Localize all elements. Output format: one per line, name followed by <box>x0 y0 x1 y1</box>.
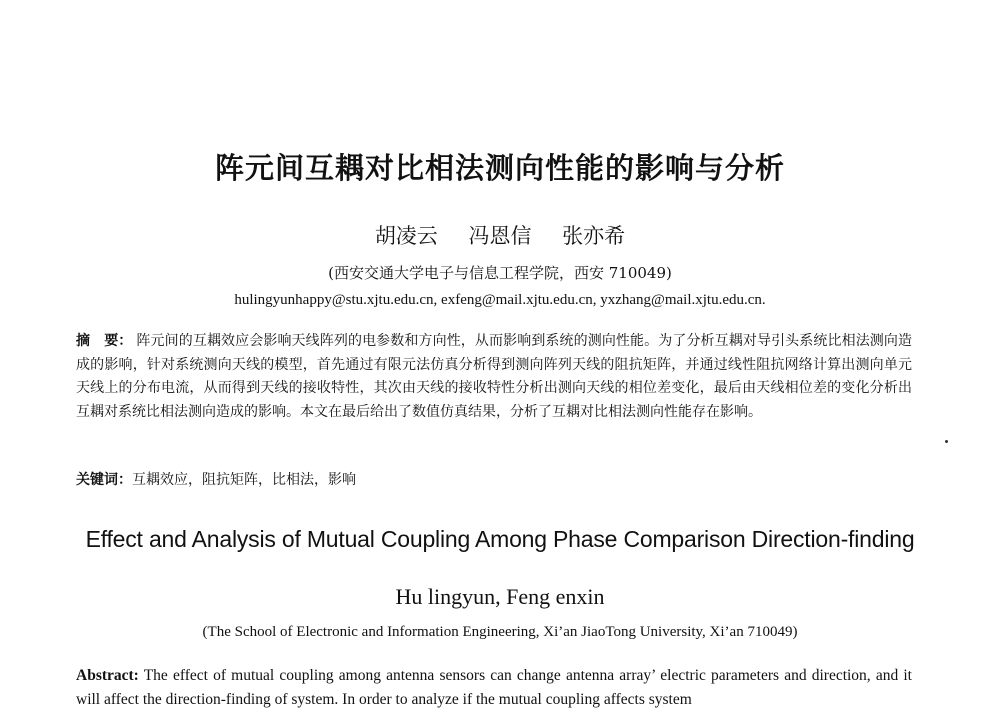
authors-en: Hu lingyun, Feng enxin <box>395 584 605 609</box>
scan-speck <box>945 440 948 443</box>
abstract-label-en: Abstract: <box>76 667 139 684</box>
abstract-label-cn: 摘 要： <box>76 333 133 349</box>
keywords-cn <box>76 470 912 490</box>
author-emails: hulingyunhappy@stu.xjtu.edu.cn, exfeng@mail.xjtu.edu.cn, yxzhang@mail.xjtu.edu.cn. <box>234 292 766 308</box>
abstract-en <box>76 664 912 712</box>
affiliation-en: (The School of Electronic and Information Engineering, Xi’an JiaoTong University, Xi’an 710049) <box>202 624 798 640</box>
paper-title-cn: 阵元间互耦对比相法测向性能的影响与分析 <box>214 151 785 185</box>
paper-title-en: Effect and Analysis of Mutual Coupling Among Phase Comparison Direction-finding <box>85 526 915 552</box>
keywords-label-cn: 关键词： <box>76 472 132 488</box>
abstract-text-cn: 阵元间的互耦效应会影响天线阵列的电参数和方向性，从而影响到系统的测向性能。为了分析互耦对导引头系统比相法测向造成的影响，针对系统测向天线的模型，首先通过有限元法仿真分析得到测向阵列天线的阻抗矩阵，并通过线性阻抗网络计算出测向单元天线上的分布电流，从而得到天线的接收特性，其次由天线的接收特性分析出测向天线的相位差变化，最后由天线相位差的变化分析出互耦对系统比相法测向造成的影响。本文在最后给出了数值仿真结果，分析了互耦对比相法测向性能存在影响。 <box>76 333 913 420</box>
keywords-text-cn: 互耦效应，阻抗矩阵，比相法，影响 <box>132 472 356 488</box>
abstract-cn <box>76 330 912 424</box>
authors-cn: 胡凌云 冯恩信 张亦希 <box>374 224 626 248</box>
affiliation-cn: (西安交通大学电子与信息工程学院，西安 710049) <box>328 264 672 282</box>
abstract-text-en: The effect of mutual coupling among antenna sensors can change antenna array’ electric parameters and direction, and it will affect the direction-finding of system. In order to analyze if the mutual coupling affects system <box>76 667 912 708</box>
